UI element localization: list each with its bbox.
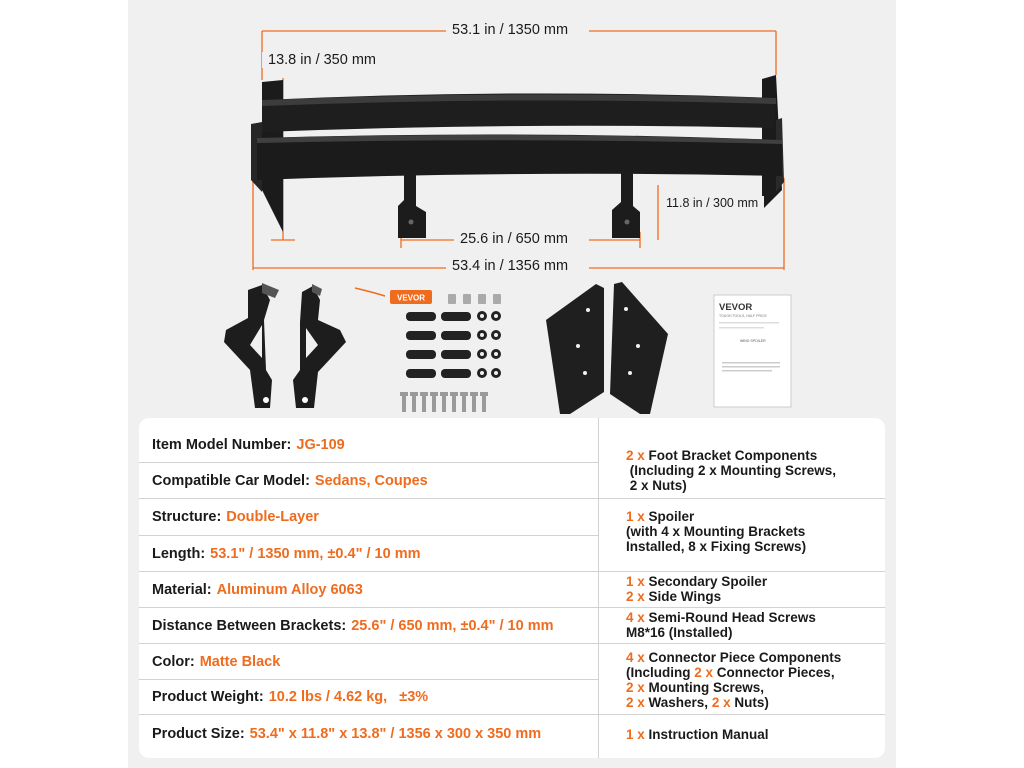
item-qty: 2 x (694, 665, 714, 680)
spec-value: 53.4" x 11.8" x 13.8" / 1356 x 300 x 350 mm (249, 726, 542, 742)
package-item-screws (626, 610, 884, 640)
item-text: (Including 2 x Mounting Screws, (626, 463, 837, 478)
tag-brand: VEVOR (396, 293, 426, 303)
hardware-set (400, 294, 501, 412)
item-qty: 4 x (626, 650, 645, 665)
package-item-manual (626, 727, 884, 742)
item-text: M8*16 (Installed) (626, 625, 733, 640)
item-text: (Including (626, 665, 695, 680)
item-qty: 4 x (626, 610, 645, 625)
dim-bracket-distance: 25.6 in / 650 mm (454, 231, 574, 247)
package-item-spoiler (626, 509, 884, 554)
item-text: Washers, (644, 695, 712, 710)
instruction-manual (714, 295, 791, 407)
item-text: Side Wings (644, 589, 722, 604)
item-text: Secondary Spoiler (644, 574, 768, 589)
spec-label: Material: (152, 581, 212, 598)
item-text: Connector Pieces, (713, 665, 835, 680)
spoiler-wing (251, 75, 784, 238)
dim-wing-height: 13.8 in / 350 mm (262, 52, 382, 68)
spec-structure (139, 499, 598, 535)
item-text: Installed, 8 x Fixing Screws) (626, 539, 807, 554)
dim-total-width: 53.4 in / 1356 mm (446, 258, 574, 274)
item-qty: 2 x (626, 695, 645, 710)
spec-size (139, 715, 598, 753)
spec-value: 10.2 lbs / 4.62 kg, ±3% (268, 689, 429, 705)
spec-material (139, 572, 598, 607)
item-text: Connector Piece Components (644, 650, 842, 665)
spec-label: Product Weight: (152, 689, 264, 705)
item-text: Semi-Round Head Screws (644, 610, 816, 625)
item-qty: 2 x (626, 680, 645, 695)
spec-label: Distance Between Brackets: (152, 617, 347, 634)
item-text: 2 x Nuts) (626, 478, 687, 493)
spec-label: Item Model Number: (152, 437, 292, 453)
item-text: Nuts) (730, 695, 769, 710)
spec-label: Color: (152, 653, 195, 670)
spec-value: Sedans, Coupes (314, 472, 428, 489)
item-text: Spoiler (644, 509, 695, 524)
package-item-foot-brackets (626, 448, 884, 493)
item-text: Foot Bracket Components (644, 448, 818, 463)
item-qty: 1 x (626, 509, 645, 524)
spec-model (139, 428, 598, 462)
item-qty: 2 x (626, 448, 645, 463)
item-text: Instruction Manual (644, 727, 769, 742)
manual-heading: WING SPOILER (740, 339, 766, 343)
spec-value: JG-109 (296, 437, 345, 453)
item-qty: 1 x (626, 727, 645, 742)
spec-label: Compatible Car Model: (152, 472, 310, 489)
spec-bracket-distance (139, 608, 598, 643)
item-text: Mounting Screws, (644, 680, 765, 695)
dim-wing-width: 53.1 in / 1350 mm (446, 22, 574, 38)
spec-value: 53.1" / 1350 mm, ±0.4" / 10 mm (210, 545, 421, 562)
spec-car-model (139, 463, 598, 498)
tag (355, 288, 432, 304)
manual-brand: VEVOR (719, 302, 753, 313)
spec-label: Product Size: (152, 726, 245, 742)
column-divider (598, 418, 599, 758)
side-wings (546, 282, 668, 414)
spec-color (139, 644, 598, 679)
spec-length (139, 536, 598, 571)
package-item-connectors (626, 650, 884, 710)
item-qty: 2 x (626, 589, 645, 604)
item-text: (with 4 x Mounting Brackets (626, 524, 806, 539)
item-qty: 1 x (626, 574, 645, 589)
spec-value: Matte Black (199, 653, 281, 670)
item-qty: 2 x (711, 695, 731, 710)
spec-value: Double-Layer (226, 509, 319, 525)
package-item-secondary-spoiler (626, 574, 884, 604)
foot-brackets (224, 283, 346, 408)
spec-value: Aluminum Alloy 6063 (216, 581, 363, 598)
spec-label: Structure: (152, 509, 222, 525)
spec-weight (139, 680, 598, 714)
spec-label: Length: (152, 545, 206, 562)
spec-value: 25.6" / 650 mm, ±0.4" / 10 mm (351, 617, 554, 634)
dim-leg-height: 11.8 in / 300 mm (660, 196, 764, 210)
manual-subtitle: TOUGH TOOLS, HALF PRICE (719, 314, 767, 318)
